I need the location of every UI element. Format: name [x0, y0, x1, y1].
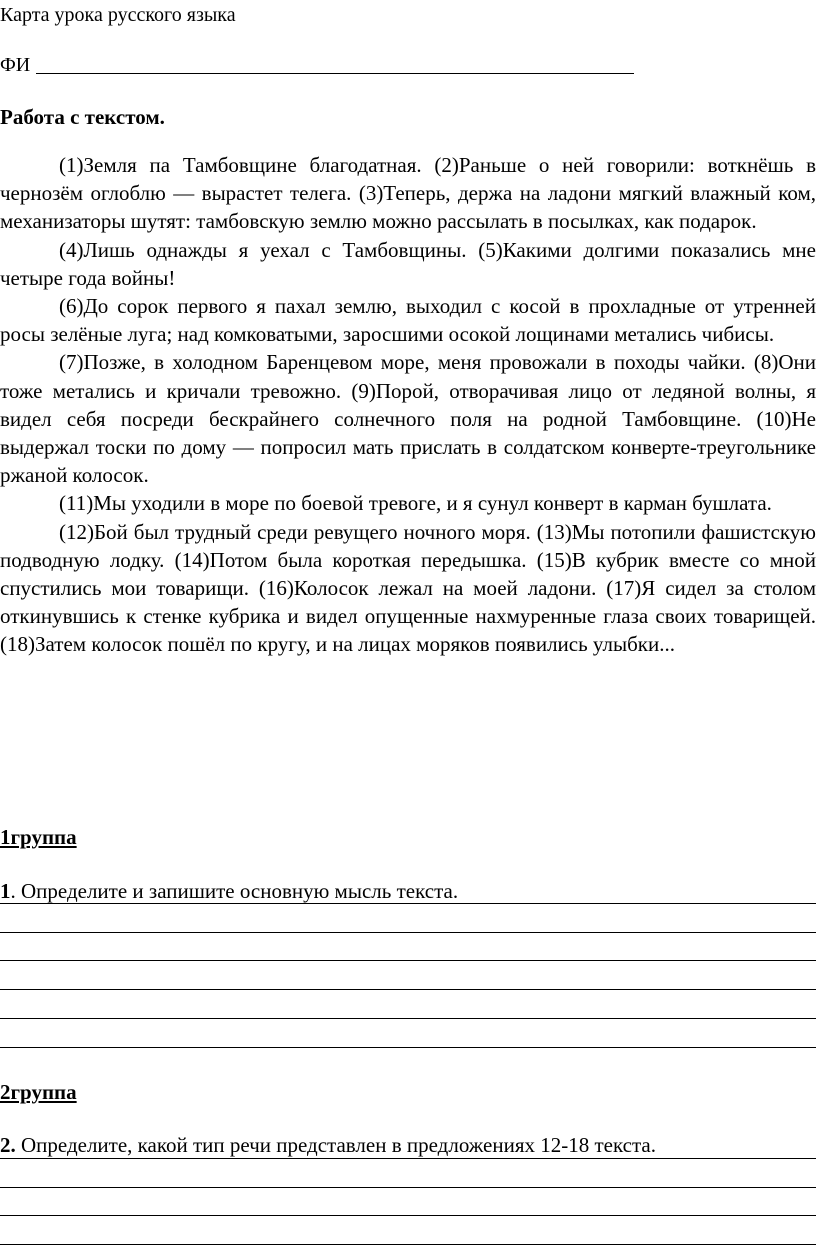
group1-task-text: . Определите и запишите основную мысль текста. — [10, 879, 459, 903]
group1-task — [0, 878, 458, 904]
answer-line[interactable] — [0, 1187, 816, 1188]
answer-line[interactable] — [0, 960, 816, 961]
fio-field[interactable] — [0, 52, 640, 78]
fio-underline — [36, 73, 634, 74]
group2-task-number: 2. — [0, 1133, 16, 1157]
answer-line[interactable] — [0, 989, 816, 990]
group1-title: 1группа — [0, 825, 77, 849]
answer-line[interactable] — [0, 1158, 816, 1159]
answer-line[interactable] — [0, 932, 816, 933]
section-heading: Работа с текстом. — [0, 105, 165, 129]
answer-line[interactable] — [0, 1018, 816, 1019]
text-paragraph: (12)Бой был трудный среди ревущего ночного моря. (13)Мы потопили фашистскую подводную лодку. (14)Потом была короткая передышка. (15)В кубрик вместе со мной спустились мои товарищи. (16)Колосок лежал на моей ладони. (17)Я сидел за столом откинувшись к стенке кубрика и видел опущенные нахмуренные глаза своих товарищей. (18)Затем колосок пошёл по кругу, и на лицах моряков появились улыбки... — [0, 519, 816, 657]
worksheet-title: Карта урока русского языка — [0, 4, 236, 26]
group1-task-number: 1 — [0, 879, 11, 903]
text-paragraph: (6)До сорок первого я пахал землю, выходил с косой в прохладные от утренней росы зелёные луга; над комковатыми, заросшими осокой лощинами метались чибисы. — [0, 294, 816, 347]
text-paragraph: (4)Лишь однажды я уехал с Тамбовщины. (5)Какими долгими показались мне четыре года войны! — [0, 237, 816, 290]
fio-label: ФИ — [0, 54, 31, 76]
text-paragraph: (11)Мы уходили в море по боевой тревоге, и я сунул конверт в карман бушлата. — [59, 491, 772, 516]
group2-task-text: Определите, какой тип речи представлен в предложениях 12-18 текста. — [15, 1133, 656, 1157]
group2-task — [0, 1132, 656, 1158]
reading-text — [0, 151, 816, 659]
answer-line[interactable] — [0, 1215, 816, 1216]
answer-line[interactable] — [0, 1047, 816, 1048]
text-paragraph: (7)Позже, в холодном Баренцевом море, меня провожали в походы чайки. (8)Они тоже метались и кричали тревожно. (9)Порой, отворачивая лицо от ледяной волны, я видел себя посреди бескрайнего солнечного поля на родной Тамбовщине. (10)Не выдержал тоски по дому — попросил мать прислать в солдатском конверте-треугольнике ржаной колосок. — [0, 350, 816, 488]
answer-line[interactable] — [0, 1244, 816, 1245]
group2-title: 2группа — [0, 1080, 77, 1104]
text-paragraph: (1)Земля па Тамбовщине благодатная. (2)Раньше о ней говорили: воткнёшь в чернозём оглоблю — вырастет телега. (3)Теперь, держа на ладони мягкий влажный ком, механизаторы шутят: тамбовскую землю можно рассылать в посылках, как подарок. — [0, 153, 816, 234]
answer-line[interactable] — [0, 903, 816, 904]
